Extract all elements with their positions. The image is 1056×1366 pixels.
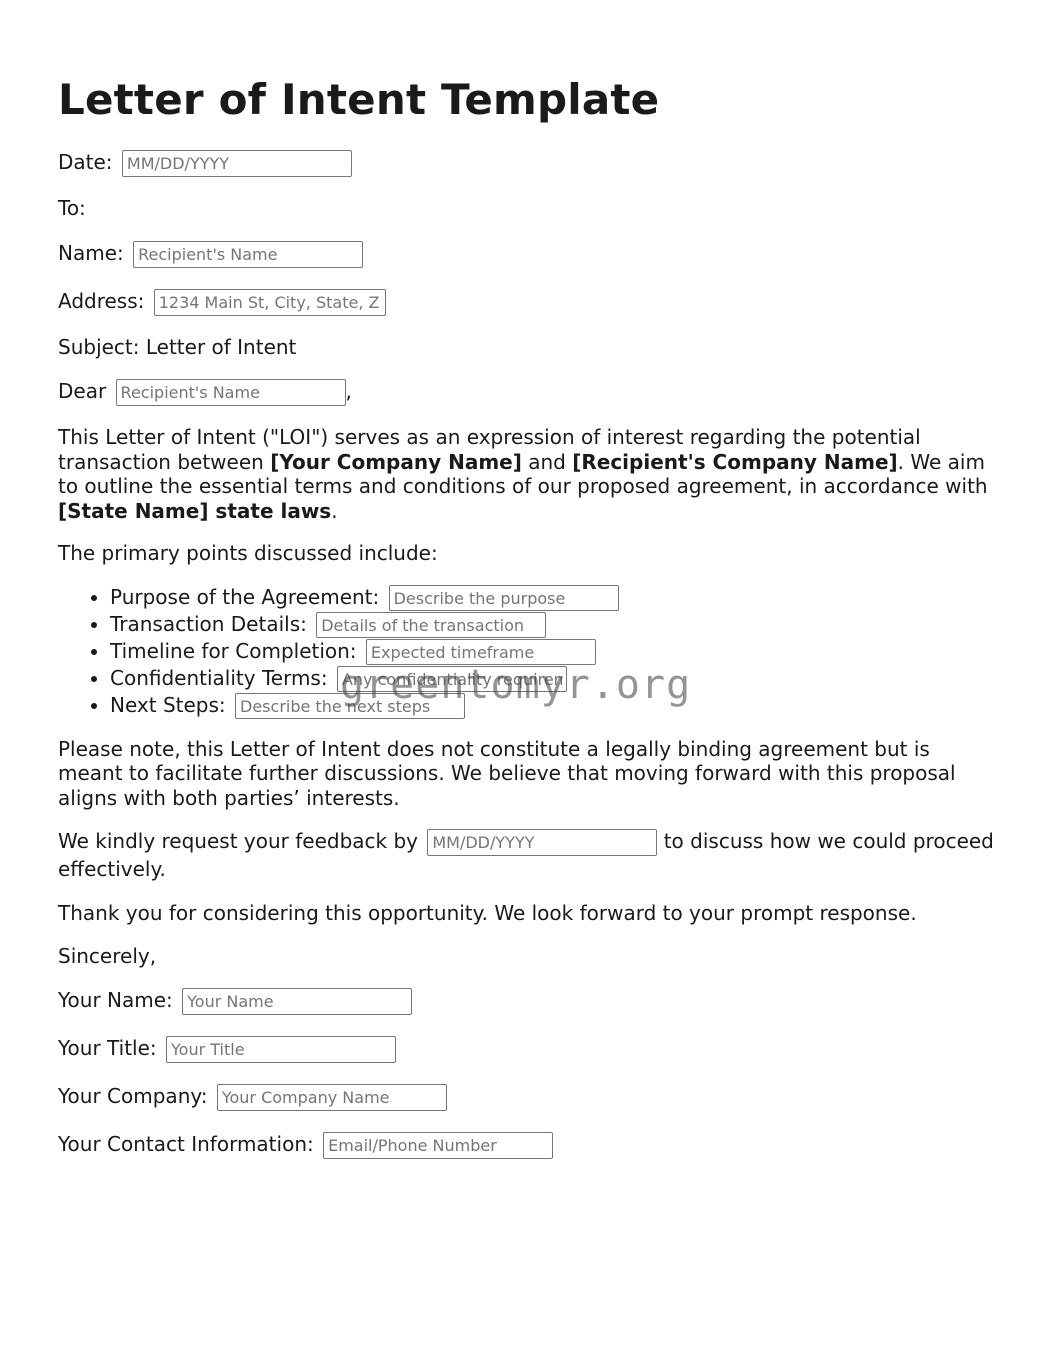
watermark-text: greentomyr.org [340, 662, 692, 708]
your-name-label: Your Name: [58, 988, 173, 1012]
list-item [110, 638, 998, 665]
dear-label: Dear [58, 379, 107, 403]
intro-text-3: . We aim to outline the essential terms and conditions of our proposed agreement, in accordance with [58, 449, 988, 498]
salutation-comma: , [345, 379, 352, 403]
feedback-paragraph [58, 828, 998, 883]
your-title-row [58, 1034, 998, 1062]
intro-text-4: . [331, 498, 338, 523]
subject-line: Subject: Letter of Intent [58, 334, 297, 359]
state-laws-placeholder-text: [State Name] state laws [58, 498, 332, 523]
note-paragraph: Please note, this Letter of Intent does not constitute a legally binding agreement but is meant to facilitate further discussions. We believe that moving forward with this proposal aligns with both parties’ interests. [58, 736, 956, 810]
point-label: Transaction Details: [110, 611, 307, 636]
address-input[interactable] [154, 289, 386, 316]
contact-input[interactable] [323, 1132, 553, 1159]
intro-paragraph [58, 425, 998, 523]
salutation-name-input[interactable] [116, 379, 346, 406]
list-item [110, 584, 998, 611]
point-label: Confidentiality Terms: [110, 665, 328, 690]
transaction-details-input[interactable] [316, 612, 546, 638]
list-item [110, 665, 998, 692]
name-label: Name: [58, 240, 124, 265]
date-label: Date: [58, 150, 113, 174]
point-label: Timeline for Completion: [110, 638, 357, 663]
intro-text-2: and [521, 449, 573, 474]
recipient-name-input[interactable] [133, 241, 363, 268]
your-company-label: Your Company: [58, 1084, 208, 1108]
next-steps-input[interactable] [235, 693, 465, 719]
your-title-label: Your Title: [58, 1036, 157, 1060]
your-company-placeholder-text: [Your Company Name] [270, 449, 522, 474]
your-company-row [58, 1082, 998, 1110]
point-label: Next Steps: [110, 692, 226, 717]
your-name-row [58, 986, 998, 1014]
recipient-company-placeholder-text: [Recipient's Company Name] [572, 449, 898, 474]
date-row [58, 148, 998, 176]
thanks-paragraph: Thank you for considering this opportunity. We look forward to your prompt response. [58, 901, 917, 925]
your-title-input[interactable] [166, 1036, 396, 1063]
list-item [110, 692, 998, 719]
your-company-input[interactable] [217, 1084, 447, 1111]
points-intro: The primary points discussed include: [58, 541, 438, 565]
feedback-text-before: We kindly request your feedback by [58, 829, 418, 853]
date-input[interactable] [122, 150, 352, 177]
page-title: Letter of Intent Template [58, 75, 660, 124]
salutation-row [58, 377, 998, 405]
feedback-text-after: to discuss how we could proceed effectively. [58, 829, 994, 881]
point-label: Purpose of the Agreement: [110, 584, 380, 609]
intro-text-1: This Letter of Intent ("LOI") serves as an expression of interest regarding the potential transaction between [58, 425, 921, 474]
timeline-input[interactable] [366, 639, 596, 665]
feedback-date-input[interactable] [427, 829, 657, 856]
list-item [110, 611, 998, 638]
to-label: To: [58, 196, 86, 220]
confidentiality-input[interactable] [337, 666, 567, 692]
closing-text: Sincerely, [58, 943, 157, 968]
letter-of-intent-document [58, 72, 998, 1178]
contact-row [58, 1130, 998, 1158]
address-row [58, 287, 998, 315]
purpose-input[interactable] [389, 585, 619, 611]
points-list [58, 584, 998, 719]
your-name-input[interactable] [182, 988, 412, 1015]
name-row [58, 239, 998, 267]
contact-label: Your Contact Information: [58, 1132, 314, 1156]
address-label: Address: [58, 288, 145, 313]
